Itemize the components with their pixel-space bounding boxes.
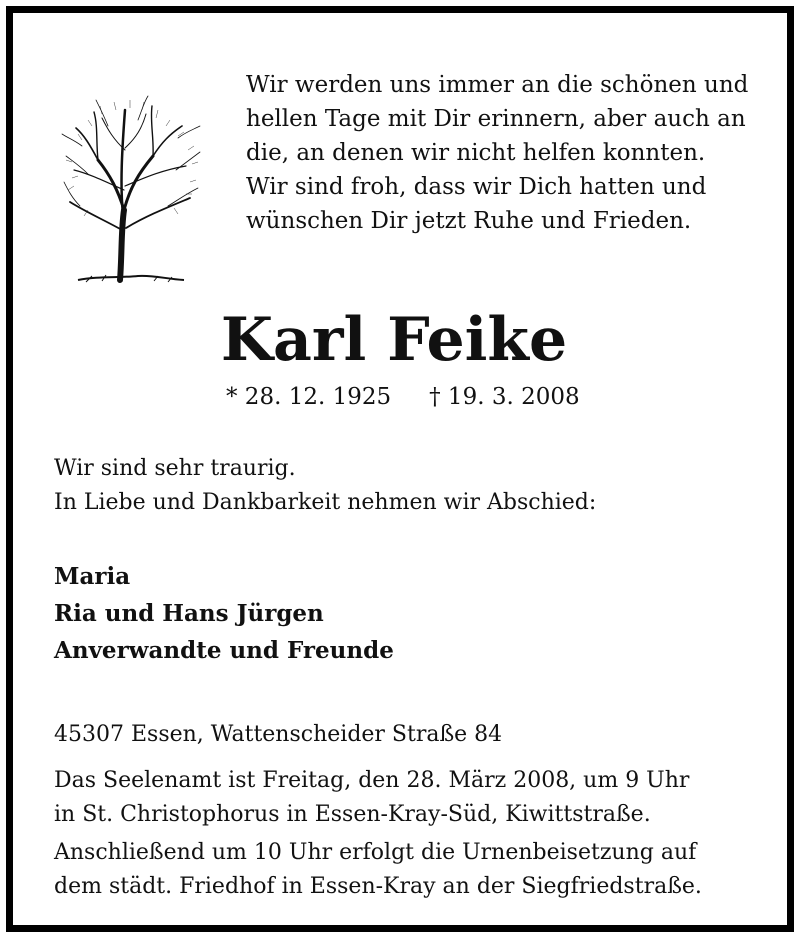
farewell-line: Wir sind sehr traurig.: [54, 456, 296, 481]
burial-line: dem städt. Friedhof in Essen-Kray an der Siegfriedstraße.: [54, 874, 702, 899]
mourner-name: Ria und Hans Jürgen: [54, 600, 324, 627]
memorial-poem: [246, 68, 766, 238]
address: [54, 718, 754, 752]
life-dates: [226, 380, 580, 414]
mourner-name: Anverwandte und Freunde: [54, 637, 394, 664]
poem-line: wünschen Dir jetzt Ruhe und Frieden.: [246, 208, 692, 234]
service-line: in St. Christophorus in Essen-Kray-Süd, Kiwittstraße.: [54, 802, 651, 827]
farewell-text: [54, 452, 754, 520]
birth-date: * 28. 12. 1925: [226, 384, 392, 410]
poem-line: Wir sind froh, dass wir Dich hatten und: [246, 174, 707, 200]
death-date: † 19. 3. 2008: [429, 384, 580, 410]
address-line: 45307 Essen, Wattenscheider Straße 84: [54, 722, 503, 747]
burial-line: Anschließend um 10 Uhr erfolgt die Urnenbeisetzung auf: [54, 840, 697, 865]
poem-line: die, an denen wir nicht helfen konnten.: [246, 140, 706, 166]
deceased-name: Karl Feike: [220, 305, 568, 375]
mourner-name: Maria: [54, 563, 131, 590]
mourners-list: [54, 558, 754, 669]
poem-line: hellen Tage mit Dir erinnern, aber auch an: [246, 106, 746, 132]
tree-icon: [58, 90, 208, 290]
burial-info: [54, 836, 750, 904]
farewell-line: In Liebe und Dankbarkeit nehmen wir Abschied:: [54, 490, 597, 515]
poem-line: Wir werden uns immer an die schönen und: [246, 72, 749, 98]
service-line: Das Seelenamt ist Freitag, den 28. März 2008, um 9 Uhr: [54, 768, 690, 793]
service-info: [54, 764, 750, 832]
